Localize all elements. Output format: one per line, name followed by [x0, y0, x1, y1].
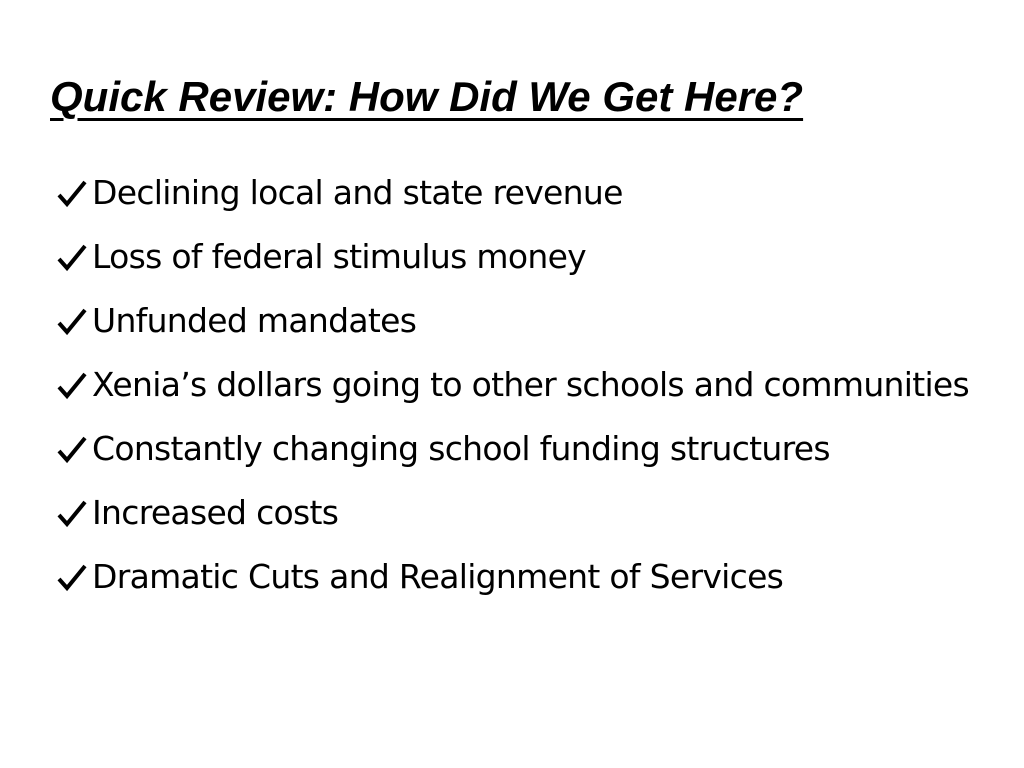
bullet-text: Dramatic Cuts and Realignment of Services [92, 557, 784, 596]
checkmark-icon [56, 563, 88, 593]
bullet-list [52, 166, 982, 614]
bullet-text: Declining local and state revenue [92, 173, 623, 212]
checkmark-icon [56, 243, 88, 273]
bullet-item [52, 358, 982, 412]
bullet-item [52, 230, 982, 284]
checkmark-icon [56, 307, 88, 337]
bullet-item [52, 422, 982, 476]
checkmark-icon [56, 179, 88, 209]
bullet-item [52, 166, 982, 220]
bullet-text: Unfunded mandates [92, 301, 417, 340]
bullet-item [52, 486, 982, 540]
checkmark-icon [56, 371, 88, 401]
slide-title: Quick Review: How Did We Get Here? [50, 73, 804, 120]
bullet-item [52, 294, 982, 348]
checkmark-icon [56, 435, 88, 465]
bullet-text: Constantly changing school funding structures [92, 429, 830, 468]
bullet-item [52, 550, 982, 604]
bullet-text: Loss of federal stimulus money [92, 237, 586, 276]
bullet-text: Xenia’s dollars going to other schools and communities [92, 365, 970, 404]
checkmark-icon [56, 499, 88, 529]
bullet-text: Increased costs [92, 493, 339, 532]
